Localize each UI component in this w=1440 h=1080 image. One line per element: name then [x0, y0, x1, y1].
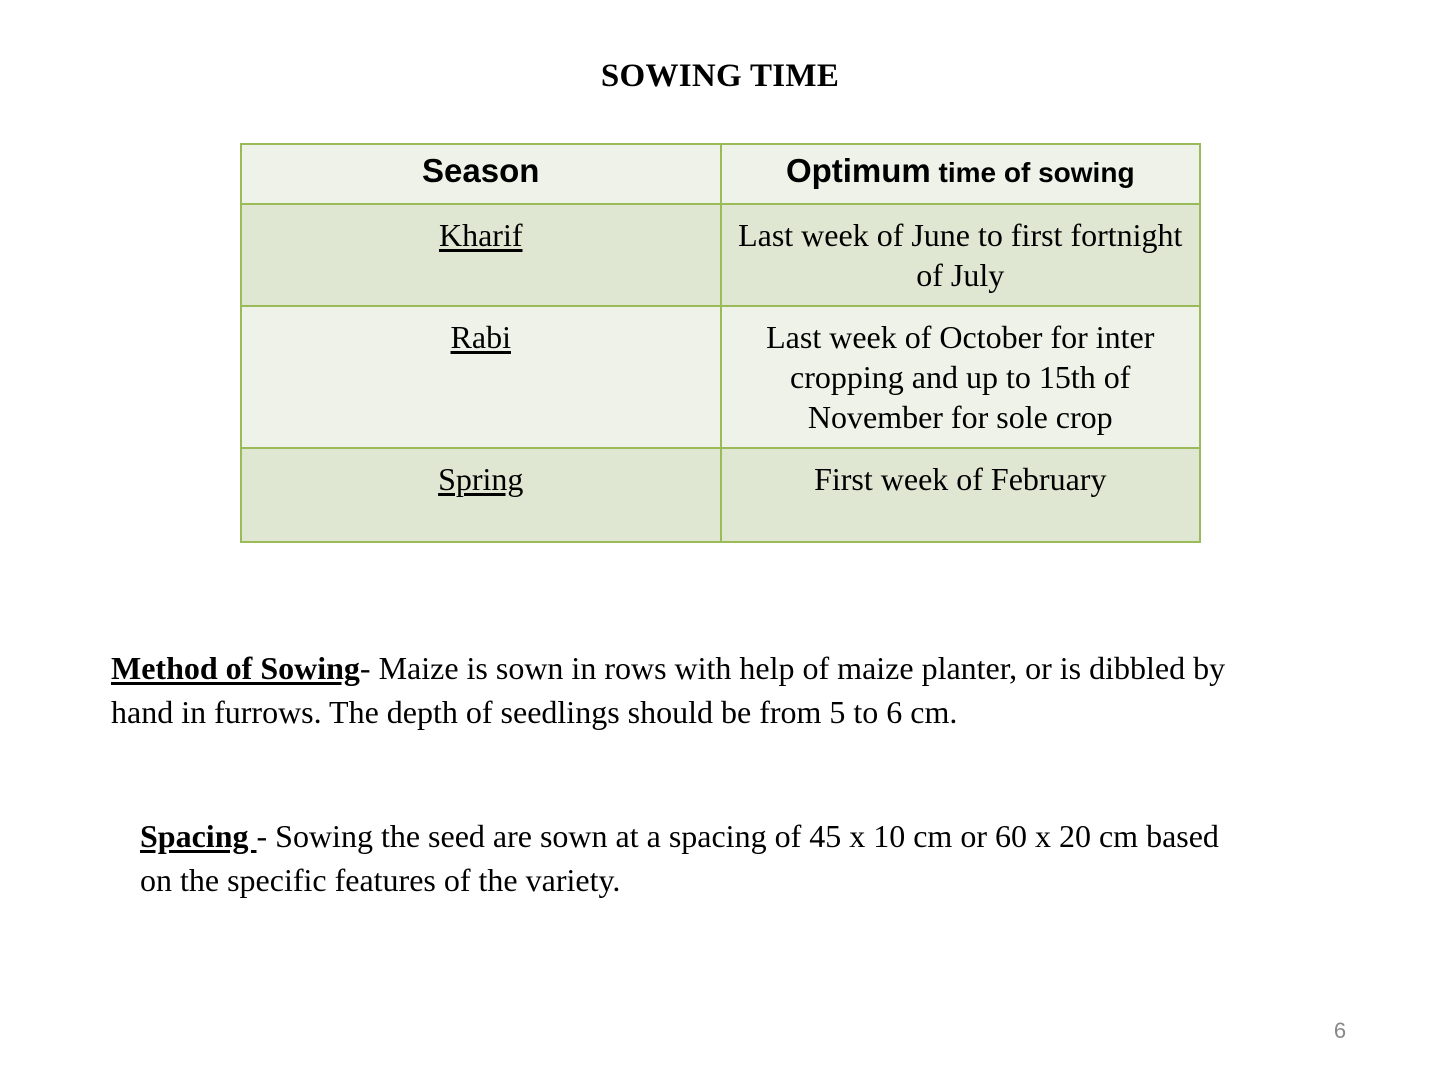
sowing-time-cell: Last week of June to first fortnight of July: [721, 204, 1201, 306]
season-spring: Spring: [438, 461, 524, 497]
table-row: [241, 448, 1200, 542]
spacing-label: Spacing: [140, 818, 257, 854]
spacing-paragraph: [140, 814, 1240, 902]
slide-title: SOWING TIME: [600, 58, 840, 94]
sowing-time-table: [240, 143, 1201, 543]
season-cell: [241, 448, 721, 542]
method-of-sowing-separator: -: [359, 650, 379, 686]
header-optimum-main: Optimum: [785, 152, 931, 189]
season-cell: [241, 204, 721, 306]
method-of-sowing-label: Method of Sowing: [111, 650, 360, 686]
header-optimum-rest: time of sowing: [930, 157, 1135, 188]
season-rabi: Rabi: [450, 319, 511, 355]
season-cell: [241, 306, 721, 448]
table-row: [241, 306, 1200, 448]
method-of-sowing-text: Maize is sown in rows with help of maize planter, or is dibbled by hand in furrows. The depth of seedlings should be from 5 to 6 cm.: [111, 650, 1226, 730]
spacing-separator: -: [256, 818, 276, 854]
header-optimum-time: [721, 144, 1201, 204]
table-row: [241, 204, 1200, 306]
season-kharif: Kharif: [438, 217, 523, 253]
page-number: 6: [1333, 1018, 1347, 1043]
sowing-time-cell: First week of February: [721, 448, 1201, 542]
spacing-text: Sowing the seed are sown at a spacing of 45 x 10 cm or 60 x 20 cm based on the specific features of the variety.: [140, 818, 1219, 898]
sowing-time-cell: Last week of October for inter cropping and up to 15th of November for sole crop: [721, 306, 1201, 448]
header-season: Season: [241, 144, 721, 204]
method-of-sowing-paragraph: [111, 646, 1291, 734]
table-header-row: [241, 144, 1200, 204]
